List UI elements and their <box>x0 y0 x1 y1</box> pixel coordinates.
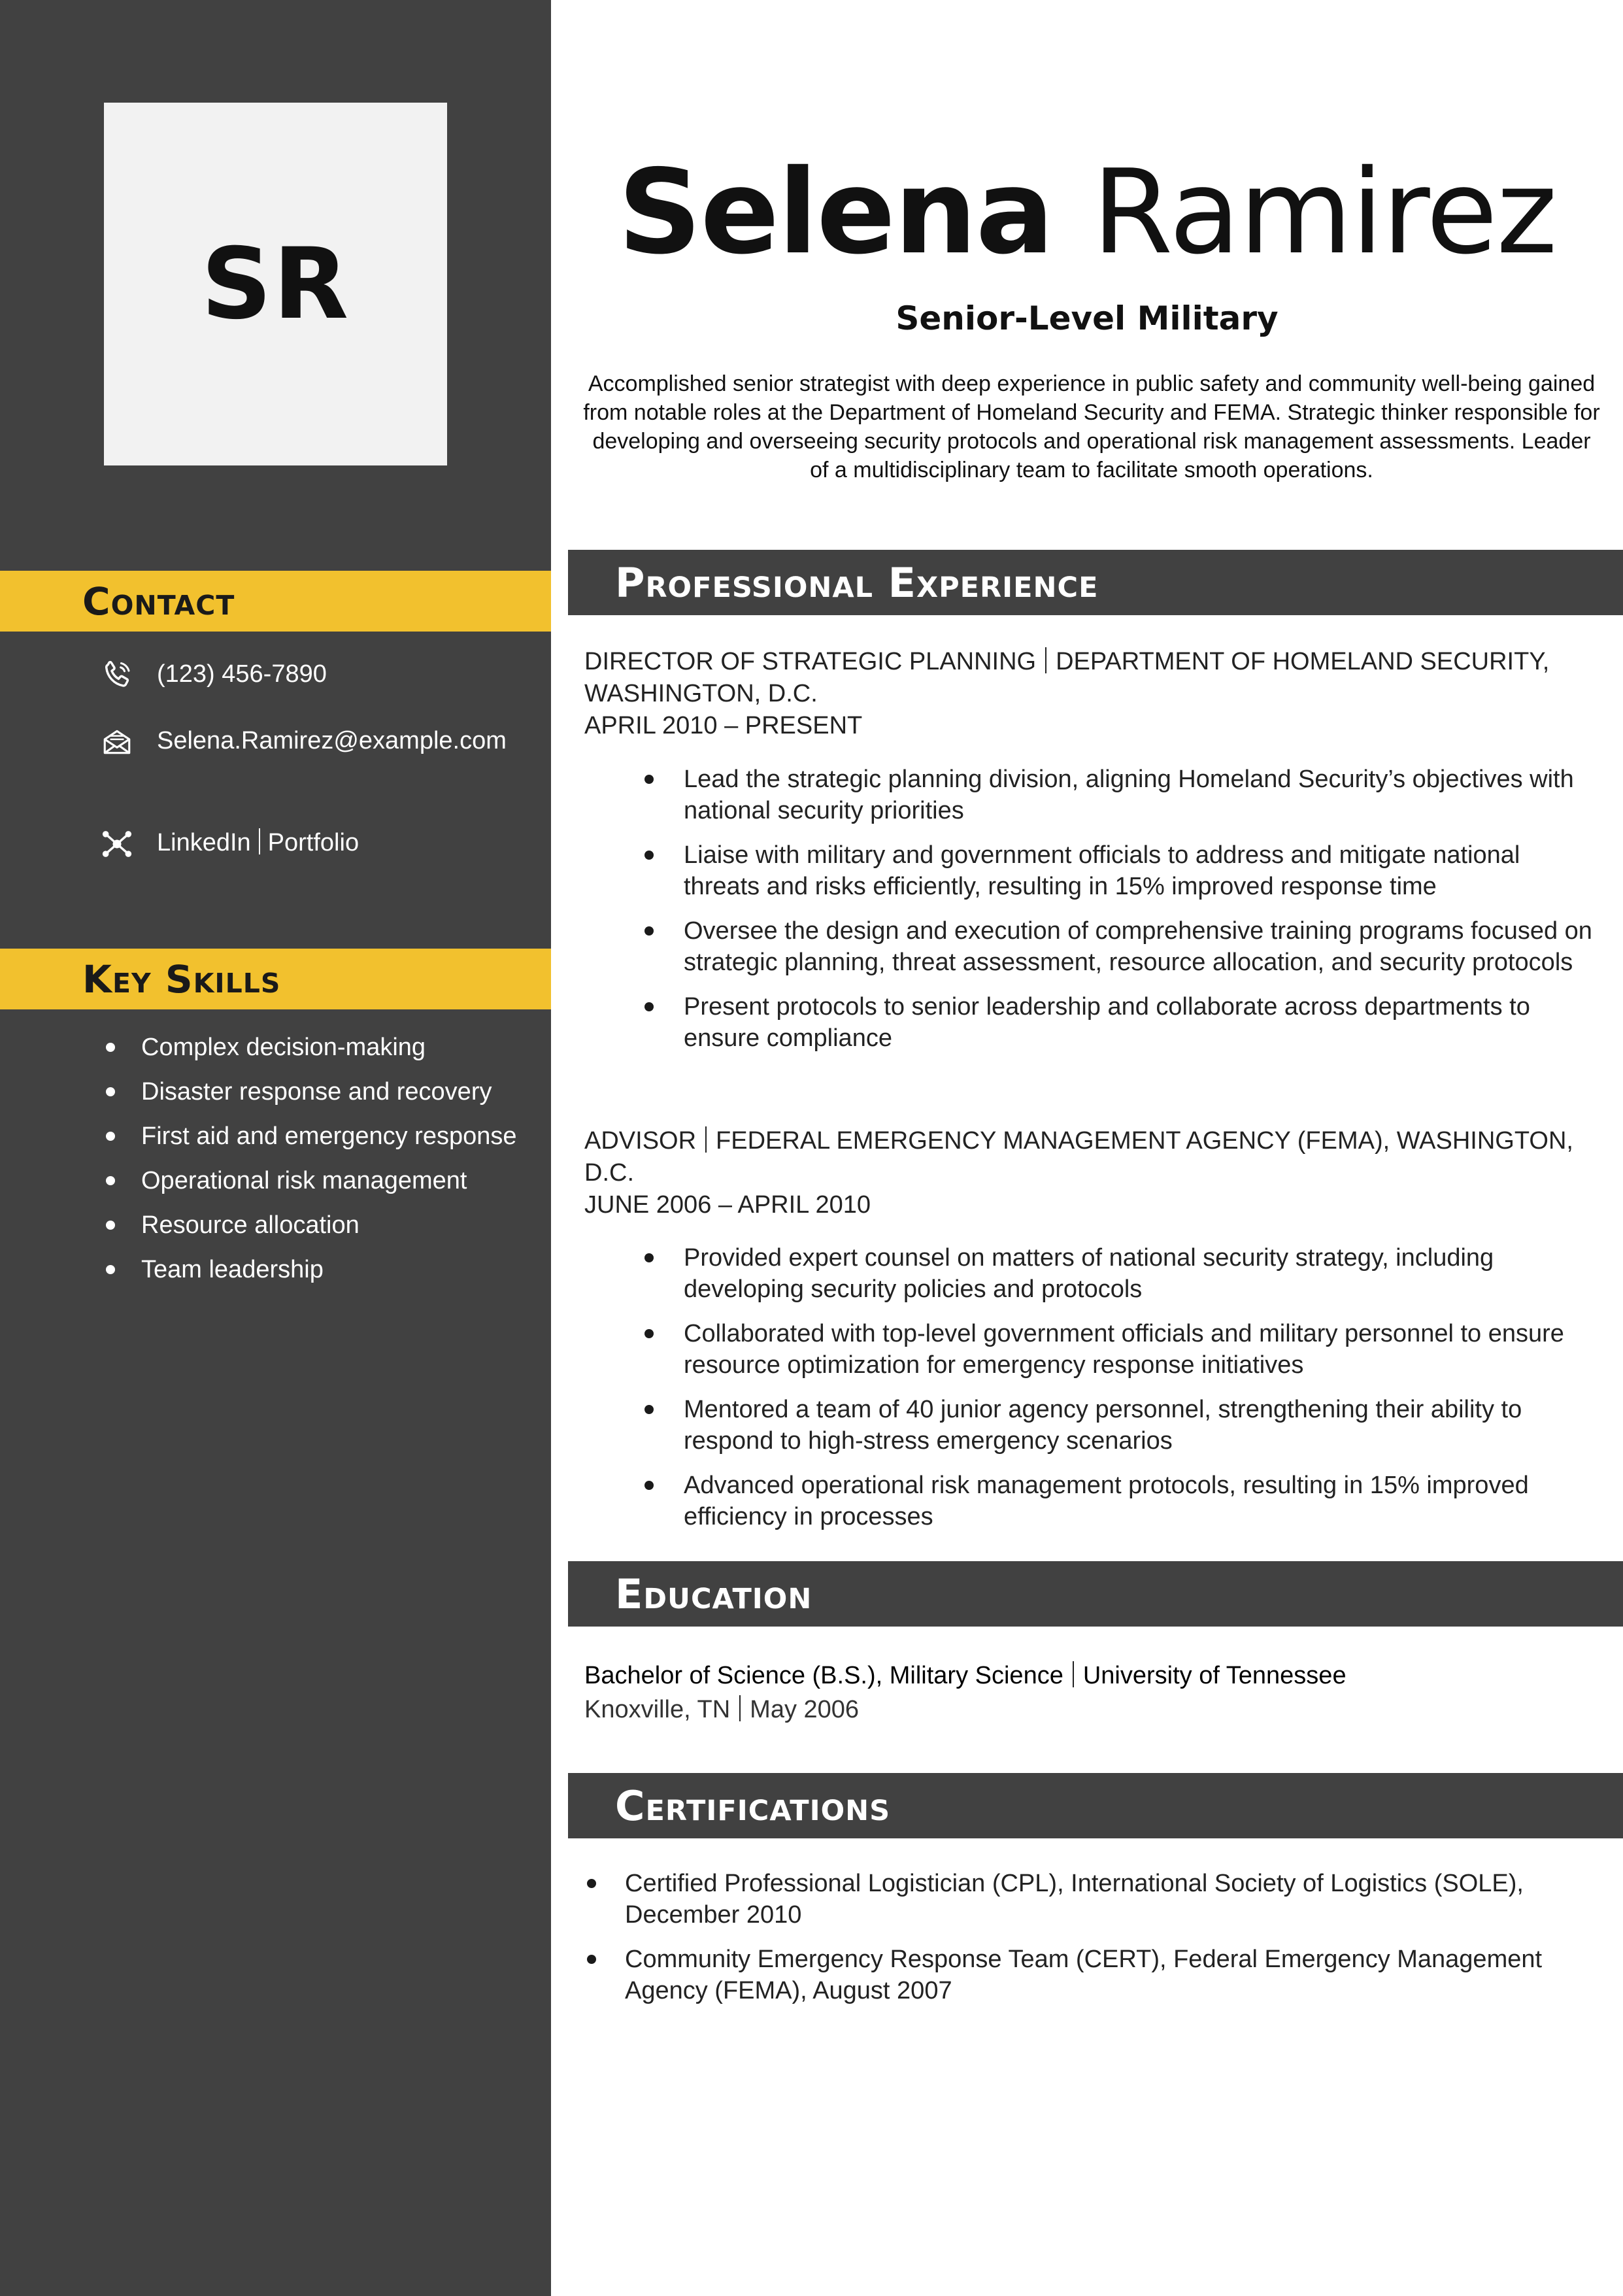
headline: Senior-Level Military <box>895 299 1279 337</box>
list-item: Liaise with military and government officials to address and mitigate national threats and risks efficiently, resulting in 15% improved response time <box>626 839 1594 902</box>
skills-title: Key Skills <box>82 956 281 1002</box>
network-icon <box>98 828 136 860</box>
separator <box>739 1695 741 1721</box>
skill-item: Operational risk management <box>98 1165 523 1196</box>
list-item: Provided expert counsel on matters of national security strategy, including developing security policies and protocols <box>626 1242 1594 1305</box>
job-bullets <box>626 764 1594 1067</box>
skills-list <box>98 1032 523 1298</box>
list-item: Community Emergency Response Team (CERT), Federal Emergency Management Agency (FEMA), August 2007 <box>584 1944 1604 2006</box>
job-header <box>584 1125 1604 1221</box>
job-organization: DEPARTMENT OF HOMELAND SECURITY, WASHINGTON, D.C. <box>584 648 1550 707</box>
summary: Accomplished senior strategist with deep experience in public safety and community well-being gained from notable roles at the Department of Homeland Security and FEMA. Strategic thinker responsible for developing and overseeing security protocols and operational risk management assessments. Leader of a multidisciplinary team to facilitate smooth operations. <box>583 371 1600 482</box>
separator <box>259 828 260 854</box>
education-entry <box>584 1659 1604 1727</box>
portfolio-link[interactable]: Portfolio <box>267 829 360 856</box>
job-organization: FEDERAL EMERGENCY MANAGEMENT AGENCY (FEMA), WASHINGTON, D.C. <box>584 1127 1573 1187</box>
contact-email-row <box>98 726 523 758</box>
job-dates: JUNE 2006 – APRIL 2010 <box>584 1191 871 1219</box>
skill-item: Complex decision-making <box>98 1032 523 1063</box>
skills-header <box>0 949 551 1009</box>
contact-header <box>0 571 551 632</box>
linkedin-link[interactable]: LinkedIn <box>157 829 251 856</box>
certifications-list <box>584 1868 1604 2019</box>
job-dates: APRIL 2010 – PRESENT <box>584 712 863 739</box>
last-name: Ramirez <box>1092 144 1556 280</box>
job-header <box>584 646 1604 742</box>
education-title: Education <box>615 1570 812 1618</box>
separator <box>705 1126 707 1153</box>
separator <box>1073 1661 1074 1687</box>
first-name: Selena <box>618 144 1053 280</box>
certifications-title: Certifications <box>615 1781 891 1830</box>
separator <box>1045 647 1046 673</box>
list-item: Mentored a team of 40 junior agency personnel, strengthening their ability to respond to high-stress emergency scenarios <box>626 1394 1594 1457</box>
education-header <box>568 1561 1623 1627</box>
list-item: Lead the strategic planning division, aligning Homeland Security’s objectives with national security priorities <box>626 764 1594 826</box>
certifications-header <box>568 1773 1623 1838</box>
contact-links-row <box>98 828 523 860</box>
skill-item: Resource allocation <box>98 1209 523 1241</box>
phone-link[interactable]: (123) 456-7890 <box>157 660 327 688</box>
school: University of Tennessee <box>1082 1662 1347 1689</box>
skill-item: Team leadership <box>98 1254 523 1285</box>
degree: Bachelor of Science (B.S.), Military Science <box>584 1662 1063 1689</box>
contact-title: Contact <box>82 579 235 624</box>
job-title: DIRECTOR OF STRATEGIC PLANNING <box>584 648 1037 675</box>
list-item: Collaborated with top-level government officials and military personnel to ensure resource optimization for emergency response initiatives <box>626 1318 1594 1381</box>
experience-title: Professional Experience <box>615 558 1099 607</box>
list-item: Certified Professional Logistician (CPL), International Society of Logistics (SOLE), December 2010 <box>584 1868 1604 1931</box>
job-bullets <box>626 1242 1594 1545</box>
list-item: Present protocols to senior leadership and collaborate across departments to ensure compliance <box>626 991 1594 1054</box>
candidate-name <box>551 144 1623 280</box>
graduation-date: May 2006 <box>750 1696 860 1723</box>
skill-item: First aid and emergency response <box>98 1121 523 1152</box>
sidebar <box>0 0 551 2296</box>
monogram-box <box>104 103 447 465</box>
skill-item: Disaster response and recovery <box>98 1076 523 1107</box>
email-link[interactable]: Selena.Ramirez@example.com <box>157 727 507 754</box>
experience-header <box>568 550 1623 615</box>
school-location: Knoxville, TN <box>584 1696 731 1723</box>
monogram: SR <box>201 227 350 341</box>
envelope-icon <box>98 726 136 758</box>
list-item: Advanced operational risk management protocols, resulting in 15% improved efficiency in processes <box>626 1470 1594 1532</box>
list-item: Oversee the design and execution of comprehensive training programs focused on strategic planning, threat assessment, resource allocation, and security protocols <box>626 915 1594 978</box>
phone-icon <box>98 659 136 692</box>
job-title: ADVISOR <box>584 1127 697 1155</box>
contact-phone-row <box>98 659 523 692</box>
